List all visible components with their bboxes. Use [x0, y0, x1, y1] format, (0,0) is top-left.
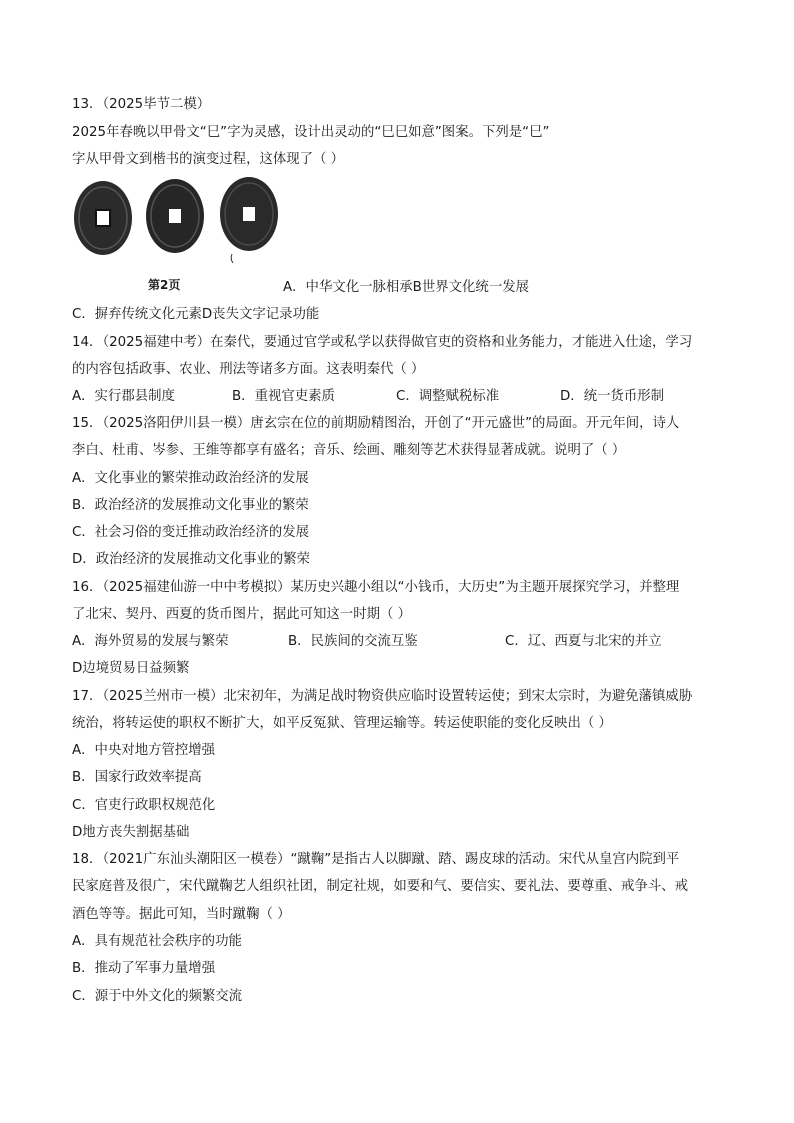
q13-stem-line1: 2025年春晚以甲骨文“巳”字为灵感，设计出灵动的“巳巳如意”图案。下列是“巳” [72, 125, 550, 140]
q15-stem-line1: 15．（2025洛阳伊川县一模）唐玄宗在位的前期励精图治，开创了“开元盛世”的局面。开元年间，诗人 [72, 416, 680, 431]
q17-option-b: B．国家行政效率提高 [72, 770, 202, 785]
coin-images [72, 176, 292, 266]
q18-option-c: C．源于中外文化的频繁交流 [72, 989, 243, 1004]
coin-2-image [146, 179, 204, 253]
q16-option-d: D边境贸易日益频繁 [72, 661, 190, 676]
q16-option-c: C．辽、西夏与北宋的并立 [505, 634, 662, 649]
q18-stem-line2: 民家庭普及很广，宋代蹴鞠艺人组织社团，制定社规，如要和气、要信实、要礼法、要尊重、戒争斗、戒 [72, 879, 688, 894]
q18-option-b: B．推动了军事力量增强 [72, 961, 216, 976]
q18-stem-line1: 18．（2021广东汕头潮阳区一模卷）“蹴鞠”是指古人以脚蹴、踏、踢皮球的活动。宋代从皇宫内院到平 [72, 852, 680, 867]
coin-1-image [74, 181, 132, 255]
q14-option-a: A．实行郡县制度 [72, 389, 175, 404]
q15-option-d: D．政治经济的发展推动文化事业的繁荣 [72, 552, 310, 567]
q15-option-b: B．政治经济的发展推动文化事业的繁荣 [72, 498, 309, 513]
q17-option-c: C．官吏行政职权规范化 [72, 798, 216, 813]
q16-stem-line2: 了北宋、契丹、西夏的货币图片，据此可知这一时期（ ） [72, 607, 412, 622]
q16-option-a: A．海外贸易的发展与繁荣 [72, 634, 229, 649]
q13-stem-line2: 字从甲骨文到楷书的演变过程，这体现了（ ） [72, 152, 345, 167]
q14-option-c: C．调整赋税标准 [396, 389, 500, 404]
image-caption: 第2页 [148, 278, 181, 292]
q16-option-b: B．民族间的交流互鉴 [288, 634, 418, 649]
q14-option-b: B．重视官吏素质 [232, 389, 335, 404]
q14-option-d: D．统一货币形制 [560, 389, 665, 404]
q17-option-d: D地方丧失割据基础 [72, 825, 190, 840]
q15-option-c: C．社会习俗的变迁推动政治经济的发展 [72, 525, 309, 540]
q14-stem-line1: 14．（2025福建中考）在秦代，要通过官学或私学以获得做官吏的资格和业务能力，才能进入仕途，学习 [72, 335, 693, 350]
q17-stem-line1: 17．（2025兰州市一模）北宋初年，为满足战时物资供应临时设置转运使；到宋太宗时，为避免藩镇威胁 [72, 689, 693, 704]
q18-option-a: A．具有规范社会秩序的功能 [72, 934, 242, 949]
q16-stem-line1: 16．（2025福建仙游一中中考模拟）某历史兴趣小组以“小钱币，大历史”为主题开展探究学习，并整理 [72, 580, 680, 595]
q13-options-c-d: C．摒弃传统文化元素D丧失文字记录功能 [72, 307, 320, 322]
q13-options-a-b: A．中华文化一脉相承B世界文化统一发展 [283, 280, 529, 295]
q15-stem-line2: 李白、杜甫、岑参、王维等都享有盛名；音乐、绘画、雕刻等艺术获得显著成就。说明了（ ） [72, 443, 626, 458]
q15-option-a: A．文化事业的繁荣推动政治经济的发展 [72, 471, 309, 486]
coin-3-image [220, 177, 278, 263]
q18-stem-line3: 酒色等等。据此可知，当时蹴鞠（ ） [72, 907, 291, 922]
q17-stem-line2: 统治，将转运使的职权不断扩大，如平反冤狱、管理运输等。转运使职能的变化反映出（ ） [72, 716, 612, 731]
q14-stem-line2: 的内容包括政事、农业、刑法等诸多方面。这表明秦代（ ） [72, 362, 425, 377]
q13-header: 13．（2025毕节二模） [72, 97, 211, 112]
q17-option-a: A．中央对地方管控增强 [72, 743, 216, 758]
